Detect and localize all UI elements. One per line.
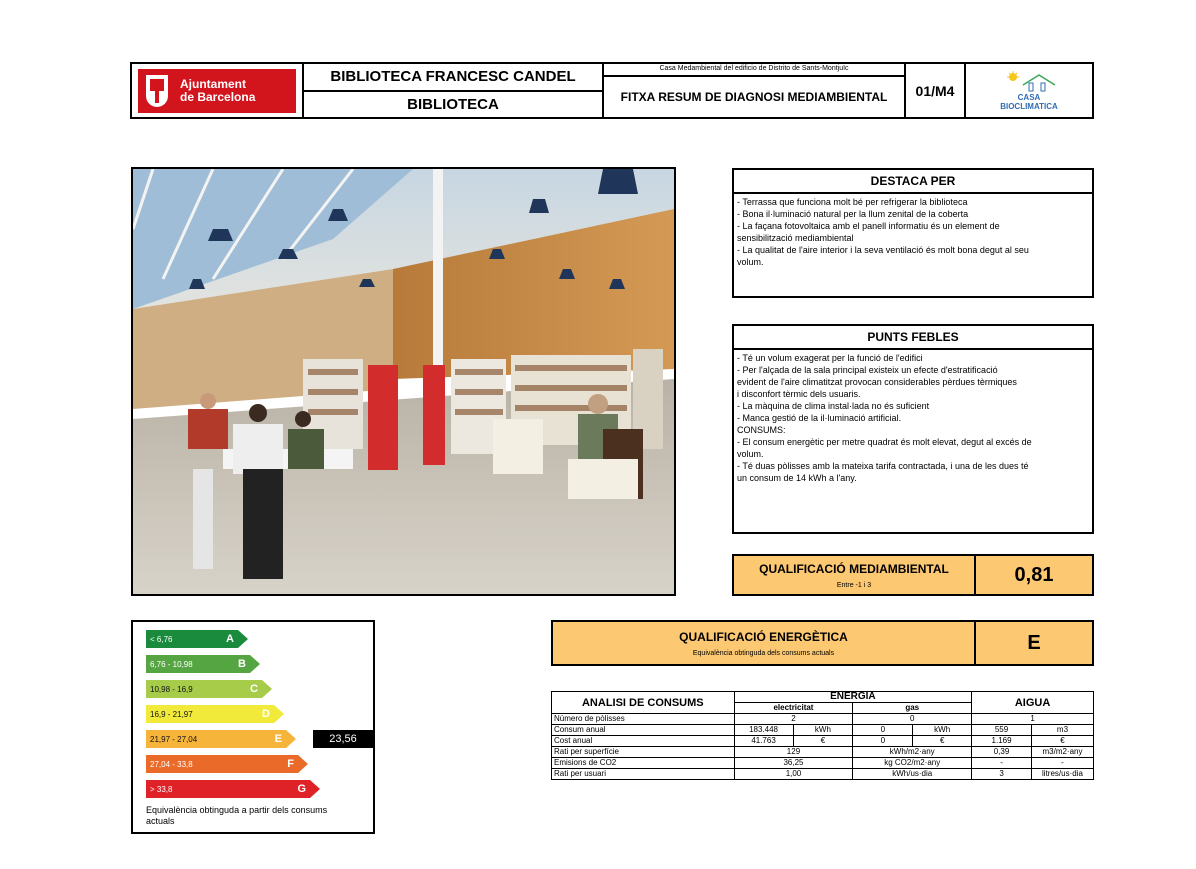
febles-line: - Manca gestió de la il·luminació artificial.: [737, 413, 902, 423]
destaca-line: - Bona il·luminació natural per la llum zenital de la coberta: [737, 209, 969, 219]
row-label: Número de pòlisses: [552, 714, 735, 725]
consumption-table: [551, 691, 1094, 780]
destaca-line: volum.: [737, 257, 764, 267]
shield-icon: [146, 75, 168, 107]
energy-bar-fill: [146, 755, 298, 773]
cell: 1: [972, 714, 1094, 725]
energy-bar-range: 6,76 - 10,98: [150, 659, 193, 669]
energy-bar-fill: [146, 680, 262, 698]
table-row: [552, 725, 1094, 736]
energy-bar-letter: A: [226, 633, 234, 645]
energy-bar-range: 16,9 - 21,97: [150, 709, 193, 719]
cell: 2: [734, 714, 853, 725]
energy-bar-range: < 6,76: [150, 634, 173, 644]
energy-bar-fill: [146, 705, 274, 723]
bioclimatica-text: BIOCLIMATICA: [1000, 101, 1058, 111]
energy-bar-arrow: [250, 655, 260, 673]
qual-medi-sub: Entre -1 i 3: [836, 581, 872, 589]
energy-scale: [131, 620, 375, 834]
destaca-line: - La qualitat de l'aire interior i la seva ventilació és molt bona degut al seu: [737, 245, 1029, 255]
table-row: [552, 758, 1094, 769]
library-interior-image: [133, 169, 674, 594]
cell: €: [913, 736, 972, 747]
energy-bar-arrow: [274, 705, 284, 723]
cell: litres/us·dia: [1031, 769, 1093, 780]
table-row: [552, 747, 1094, 758]
energy-bar-range: 21,97 - 27,04: [150, 734, 198, 744]
cell: 0: [853, 736, 913, 747]
energy-bar-range: 27,04 - 33,8: [150, 759, 193, 769]
main-title: FITXA RESUM DE DIAGNOSI MEDIAMBIENTAL: [620, 90, 888, 104]
electricitat-header: electricitat: [734, 703, 853, 714]
energy-bar-range: 10,98 - 16,9: [150, 684, 193, 694]
small-title: Casa Medambiental del edificio de Distrito de Sants-Montjuïc: [604, 64, 904, 77]
cell: 183.448: [734, 725, 793, 736]
febles-box: [732, 324, 1094, 534]
cell: 129: [734, 747, 853, 758]
library-name: BIBLIOTECA FRANCESC CANDEL: [304, 64, 602, 92]
cell: kWh: [793, 725, 853, 736]
febles-line: - La màquina de clima instal·lada no és suficient: [737, 401, 930, 411]
qual-medi-title: QUALIFICACIÓ MEDIAMBIENTAL: [759, 561, 949, 576]
energy-bar-fill: [146, 730, 286, 748]
logo-line2: de Barcelona: [180, 89, 256, 104]
destaca-list: [734, 194, 1092, 270]
table-row: [552, 714, 1094, 725]
destaca-line: - Terrassa que funciona molt bé per refrigerar la biblioteca: [737, 197, 968, 207]
cell: -: [972, 758, 1032, 769]
cell: kWh/m2·any: [853, 747, 972, 758]
febles-line: - Per l'alçada de la sala principal existeix un efecte d'estratificació: [737, 365, 998, 375]
cell: €: [793, 736, 853, 747]
febles-line: - Té un volum exagerat per la funció de l'edifici: [737, 353, 923, 363]
qualificacio-energetica: [551, 620, 1094, 666]
qual-energ-label: [553, 622, 976, 664]
row-label: Rati per superfície: [552, 747, 735, 758]
energy-bar-letter: G: [297, 783, 306, 795]
energy-bar-c: [146, 680, 272, 698]
header-bar: [130, 62, 1094, 119]
table-row: [552, 736, 1094, 747]
library-type: BIBLIOTECA: [407, 95, 499, 113]
logo-line1: Ajuntament: [180, 76, 246, 91]
cell: 36,25: [734, 758, 853, 769]
energy-bar-d: [146, 705, 284, 723]
scale-footnote: Equivalència obtinguda a partir dels consums actuals: [146, 805, 328, 826]
energy-bar-letter: C: [250, 683, 258, 695]
ajuntament-logo: [138, 69, 296, 113]
energy-bar-arrow: [262, 680, 272, 698]
logo-cell: [132, 64, 304, 117]
qual-medi-label: [734, 556, 976, 594]
energy-bar-fill: [146, 655, 250, 673]
febles-title: PUNTS FEBLES: [734, 326, 1092, 350]
row-label: Emisions de CO2: [552, 758, 735, 769]
name-cell: [304, 64, 604, 117]
energy-bar-fill: [146, 630, 238, 648]
energy-bar-fill: [146, 780, 310, 798]
qual-medi-value: 0,81: [1014, 563, 1054, 586]
energy-bar-b: [146, 655, 260, 673]
destaca-line: sensibilització mediambiental: [737, 233, 854, 243]
energy-bar-f: [146, 755, 308, 773]
cell: kWh/us·dia: [853, 769, 972, 780]
energy-bar-arrow: [286, 730, 296, 748]
febles-line: un consum de 14 kWh a l'any.: [737, 473, 857, 483]
febles-list: [734, 350, 1092, 486]
analisi-title: ANALISI DE CONSUMS: [552, 692, 735, 714]
row-label: Cost anual: [552, 736, 735, 747]
cell: 0: [853, 725, 913, 736]
sheet-code: 01/M4: [906, 64, 966, 117]
energy-bar-arrow: [310, 780, 320, 798]
cell: 3: [972, 769, 1032, 780]
qualificacio-mediambiental: [732, 554, 1094, 596]
cell: 1,00: [734, 769, 853, 780]
cell: m3/m2·any: [1031, 747, 1093, 758]
cell: kg CO2/m2·any: [853, 758, 972, 769]
febles-line: - Té duas pòlisses amb la mateixa tarifa contractada, i una de les dues té: [737, 461, 1029, 471]
energy-bar-letter: D: [262, 708, 270, 720]
cell: 0: [853, 714, 972, 725]
row-label: Rati per usuari: [552, 769, 735, 780]
energy-bar-e: [146, 730, 296, 748]
destaca-title: DESTACA PER: [734, 170, 1092, 194]
cell: 0,39: [972, 747, 1032, 758]
febles-line: volum.: [737, 449, 764, 459]
qual-energ-title: QUALIFICACIÓ ENERGÈTICA: [679, 629, 848, 644]
destaca-box: [732, 168, 1094, 298]
energia-header: ENERGIA: [734, 692, 972, 703]
qual-energ-sub: Equivalència obtinguda dels consums actuals: [692, 649, 835, 657]
cell: 1.169: [972, 736, 1032, 747]
energy-bar-range: > 33,8: [150, 784, 173, 794]
energy-bar-arrow: [238, 630, 248, 648]
title-cell: [604, 64, 906, 117]
cell: kWh: [913, 725, 972, 736]
energy-bar-letter: B: [238, 658, 246, 670]
gas-header: gas: [853, 703, 972, 714]
library-photo: [131, 167, 676, 596]
energy-bar-letter: F: [287, 758, 294, 770]
cell: €: [1031, 736, 1093, 747]
qual-energ-value: E: [1027, 631, 1041, 654]
energy-bar-a: [146, 630, 248, 648]
febles-line: CONSUMS:: [737, 425, 786, 435]
casa-bioclimatica-logo: [966, 64, 1092, 117]
energy-bar-g: [146, 780, 320, 798]
table-row: [552, 769, 1094, 780]
cell: -: [1031, 758, 1093, 769]
energy-bar-letter: E: [274, 733, 282, 745]
casa-text: CASA: [1017, 92, 1041, 102]
scale-current-value: 23,56: [313, 730, 373, 748]
cell: 559: [972, 725, 1032, 736]
logo-text: [180, 78, 255, 104]
row-label: Consum anual: [552, 725, 735, 736]
house-sun-icon: [999, 71, 1059, 93]
febles-line: - El consum energètic per metre quadrat és molt elevat, degut al excés de: [737, 437, 1032, 447]
cell: m3: [1031, 725, 1093, 736]
aigua-header: AIGUA: [972, 692, 1094, 714]
cell: 41.763: [734, 736, 793, 747]
energy-bar-arrow: [298, 755, 308, 773]
febles-line: i disconfort tèrmic dels usuaris.: [737, 389, 861, 399]
destaca-line: - La façana fotovoltaica amb el panell informatiu és un element de: [737, 221, 1000, 231]
febles-line: evident de l'aire climatitzat provocan considerables pèrdues tèrmiques: [737, 377, 1017, 387]
